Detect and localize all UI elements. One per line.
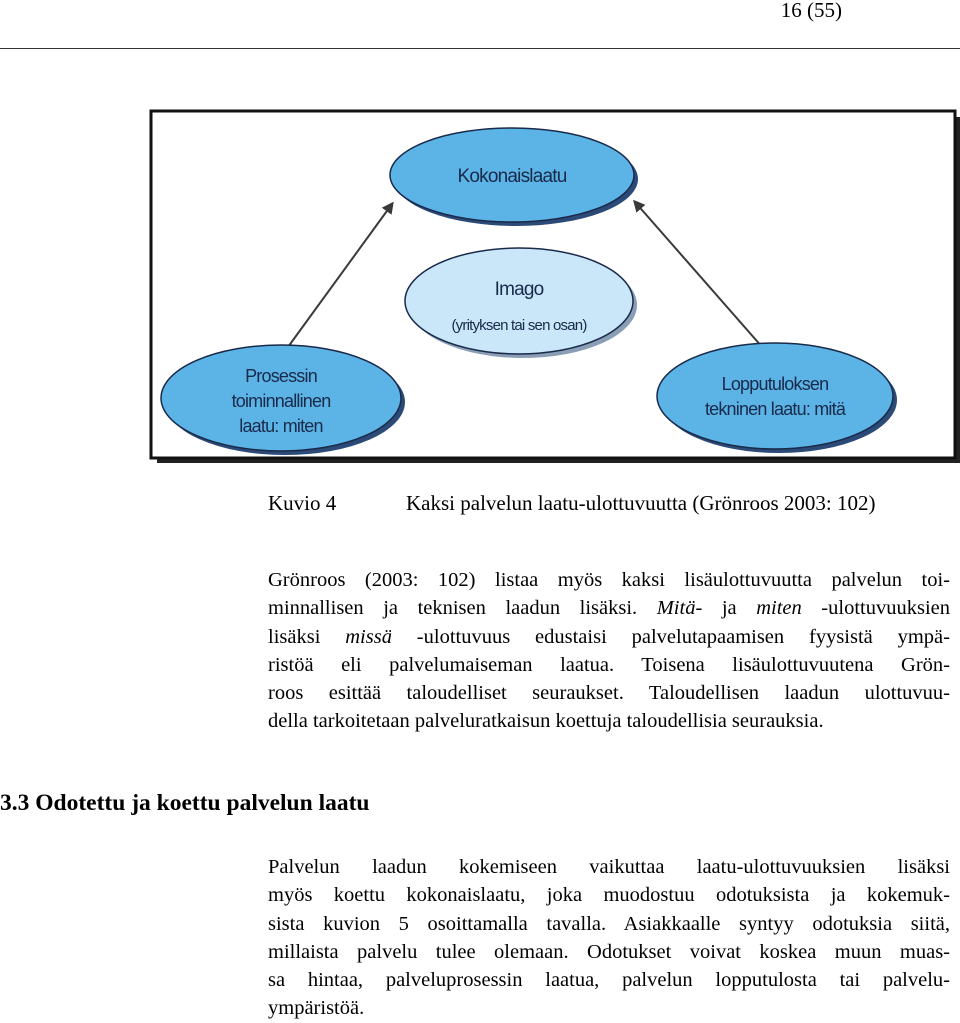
paragraph-2-line-2: myös koettu kokonaislaatu, joka muodostuu odotuksista ja kokemuk- (268, 884, 950, 907)
paragraph-1-line-2-start: minnallisen ja teknisen laadun lisäksi. (268, 597, 657, 620)
figure-caption-text: Kaksi palvelun laatu-ulottuvuutta (Grönroos 2003: 102) (406, 491, 876, 515)
figure-caption-label: Kuvio 4 (268, 491, 337, 515)
right-node (657, 343, 893, 449)
right-node-line-1: Lopputuloksen (721, 374, 829, 394)
paragraph-1 (268, 566, 950, 736)
paragraph-2 (268, 853, 950, 1023)
figure-caption (268, 490, 948, 516)
paragraph-1-line-2 (268, 594, 950, 622)
paragraph-2-line-3: sista kuvion 5 osoittamalla tavalla. Asiakkaalle syntyy odotuksia siitä, (268, 912, 950, 935)
paragraph-1-line-3-end: -ulottuvuus edustaisi palvelutapaamisen fyysistä ympä- (391, 625, 950, 648)
paragraph-1-line-1: Grönroos (2003: 102) listaa myös kaksi lisäulottuvuutta palvelun toi- (268, 569, 950, 591)
page-number: 16 (55) (780, 0, 842, 22)
top-node-label: Kokonaislaatu (457, 166, 567, 187)
left-node-line-2: toiminnallinen (231, 391, 331, 411)
term-miten: miten (756, 597, 802, 620)
diagram-canvas (0, 100, 960, 470)
quality-diagram (0, 100, 960, 470)
paragraph-1-line-3-start: lisäksi (268, 625, 346, 648)
term-missa: missä (345, 625, 392, 648)
paragraph-1-line-5: roos esittää taloudelliset seuraukset. Taloudellisen laadun ulottuvuu- (268, 682, 950, 705)
paragraph-2-line-1: Palvelun laadun kokemiseen vaikuttaa laatu-ulottuvuuksien lisäksi (268, 856, 950, 878)
paragraph-1-line-2-mid: - ja (695, 597, 757, 620)
right-node-line-2: tekninen laatu: mitä (704, 399, 846, 419)
section-heading: 3.3 Odotettu ja koettu palvelun laatu (0, 790, 370, 816)
paragraph-2-line-6: ympäristöä. (268, 997, 365, 1020)
center-node (405, 248, 633, 354)
center-node-title: Imago (494, 279, 544, 300)
header-rule (0, 48, 960, 49)
term-mita: Mitä (656, 597, 696, 620)
left-node-line-1: Prosessin (245, 366, 317, 386)
paragraph-1-line-4: ristöä eli palvelumaiseman laatua. Toisena lisäulottuvuutena Grön- (268, 653, 950, 676)
paragraph-2-line-5: sa hintaa, palveluprosessin laatua, palvelun lopputulosta tai palvelu- (268, 969, 950, 992)
paragraph-1-line-6: della tarkoitetaan palveluratkaisun koettuja taloudellisia seurauksia. (268, 710, 824, 733)
center-node-subtitle: (yrityksen tai sen osan) (451, 317, 587, 334)
left-node-line-3: laatu: miten (239, 416, 323, 436)
paragraph-2-line-4: millaista palvelu tulee olemaan. Odotukset voivat koskea muun muas- (268, 940, 950, 963)
paragraph-1-line-3 (268, 623, 950, 651)
paragraph-1-line-2-end: -ulottuvuuksien (801, 597, 950, 620)
